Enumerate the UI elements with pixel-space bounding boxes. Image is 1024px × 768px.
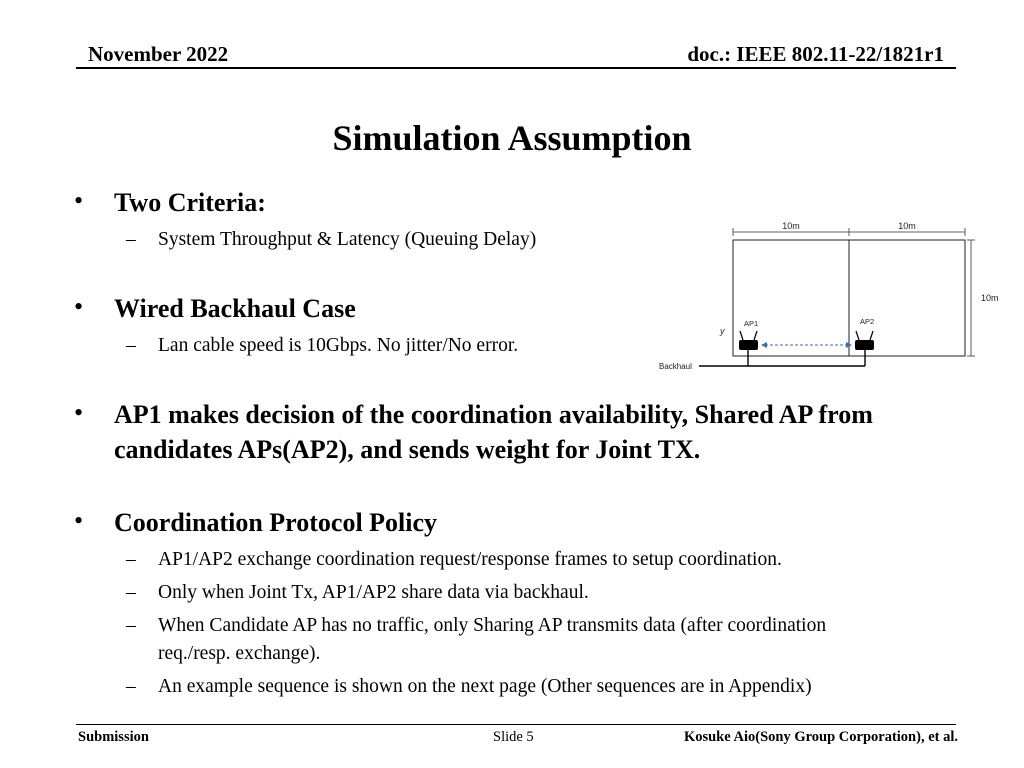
dim-label-left: 10m [782, 221, 800, 231]
slide-title: Simulation Assumption [332, 118, 692, 158]
sub-marker: – [126, 615, 136, 636]
header-doc-id: doc.: IEEE 802.11-22/1821r1 [687, 42, 944, 66]
sub-marker: – [126, 549, 136, 570]
ap1-icon [739, 331, 758, 350]
sub-marker: – [126, 335, 136, 356]
bullet-marker: • [74, 292, 84, 321]
bullet-text: Wired Backhaul Case [114, 294, 356, 323]
bullet-text-line-2: candidates APs(AP2), and sends weight for Joint TX. [114, 435, 701, 464]
footer-slide-number: Slide 5 [493, 729, 534, 745]
y-axis-label: y [720, 326, 725, 336]
sub-marker: – [126, 676, 136, 697]
footer-divider [76, 724, 956, 725]
footer-author: Kosuke Aio(Sony Group Corporation), et al. [683, 729, 958, 745]
sub-text: Lan cable speed is 10Gbps. No jitter/No error. [158, 335, 519, 356]
sub-marker: – [126, 229, 136, 250]
ap1-label: AP1 [744, 319, 759, 328]
sub-text: AP1/AP2 exchange coordination request/response frames to setup coordination. [158, 549, 782, 570]
sub-text: System Throughput & Latency (Queuing Delay) [158, 229, 537, 250]
ap2-icon [855, 331, 874, 350]
header-date: November 2022 [88, 42, 229, 66]
bullet-text-line-1: AP1 makes decision of the coordination availability, Shared AP from [114, 400, 873, 429]
backhaul-label: Backhaul [659, 362, 692, 371]
header-divider [76, 67, 956, 69]
dim-label-height: 10m [981, 293, 999, 303]
bullet-text: Coordination Protocol Policy [114, 508, 438, 537]
room-left [733, 240, 849, 356]
bullet-text: Two Criteria: [114, 188, 266, 217]
sub-marker: – [126, 582, 136, 603]
sub-text-line-1: When Candidate AP has no traffic, only Sharing AP transmits data (after coordination [158, 615, 827, 636]
sub-text: An example sequence is shown on the next page (Other sequences are in Appendix) [158, 676, 812, 697]
dim-label-right: 10m [898, 221, 916, 231]
sub-text: Only when Joint Tx, AP1/AP2 share data via backhaul. [158, 582, 589, 603]
bullet-marker: • [74, 186, 84, 215]
room-right [849, 240, 965, 356]
backhaul-cable [699, 350, 865, 366]
bullet-marker: • [74, 398, 84, 427]
footer-submission: Submission [78, 729, 149, 745]
ap-topology-diagram [655, 218, 1015, 378]
sub-text-line-2: req./resp. exchange). [158, 643, 321, 664]
ap2-label: AP2 [860, 317, 875, 326]
bullet-marker: • [74, 506, 84, 535]
